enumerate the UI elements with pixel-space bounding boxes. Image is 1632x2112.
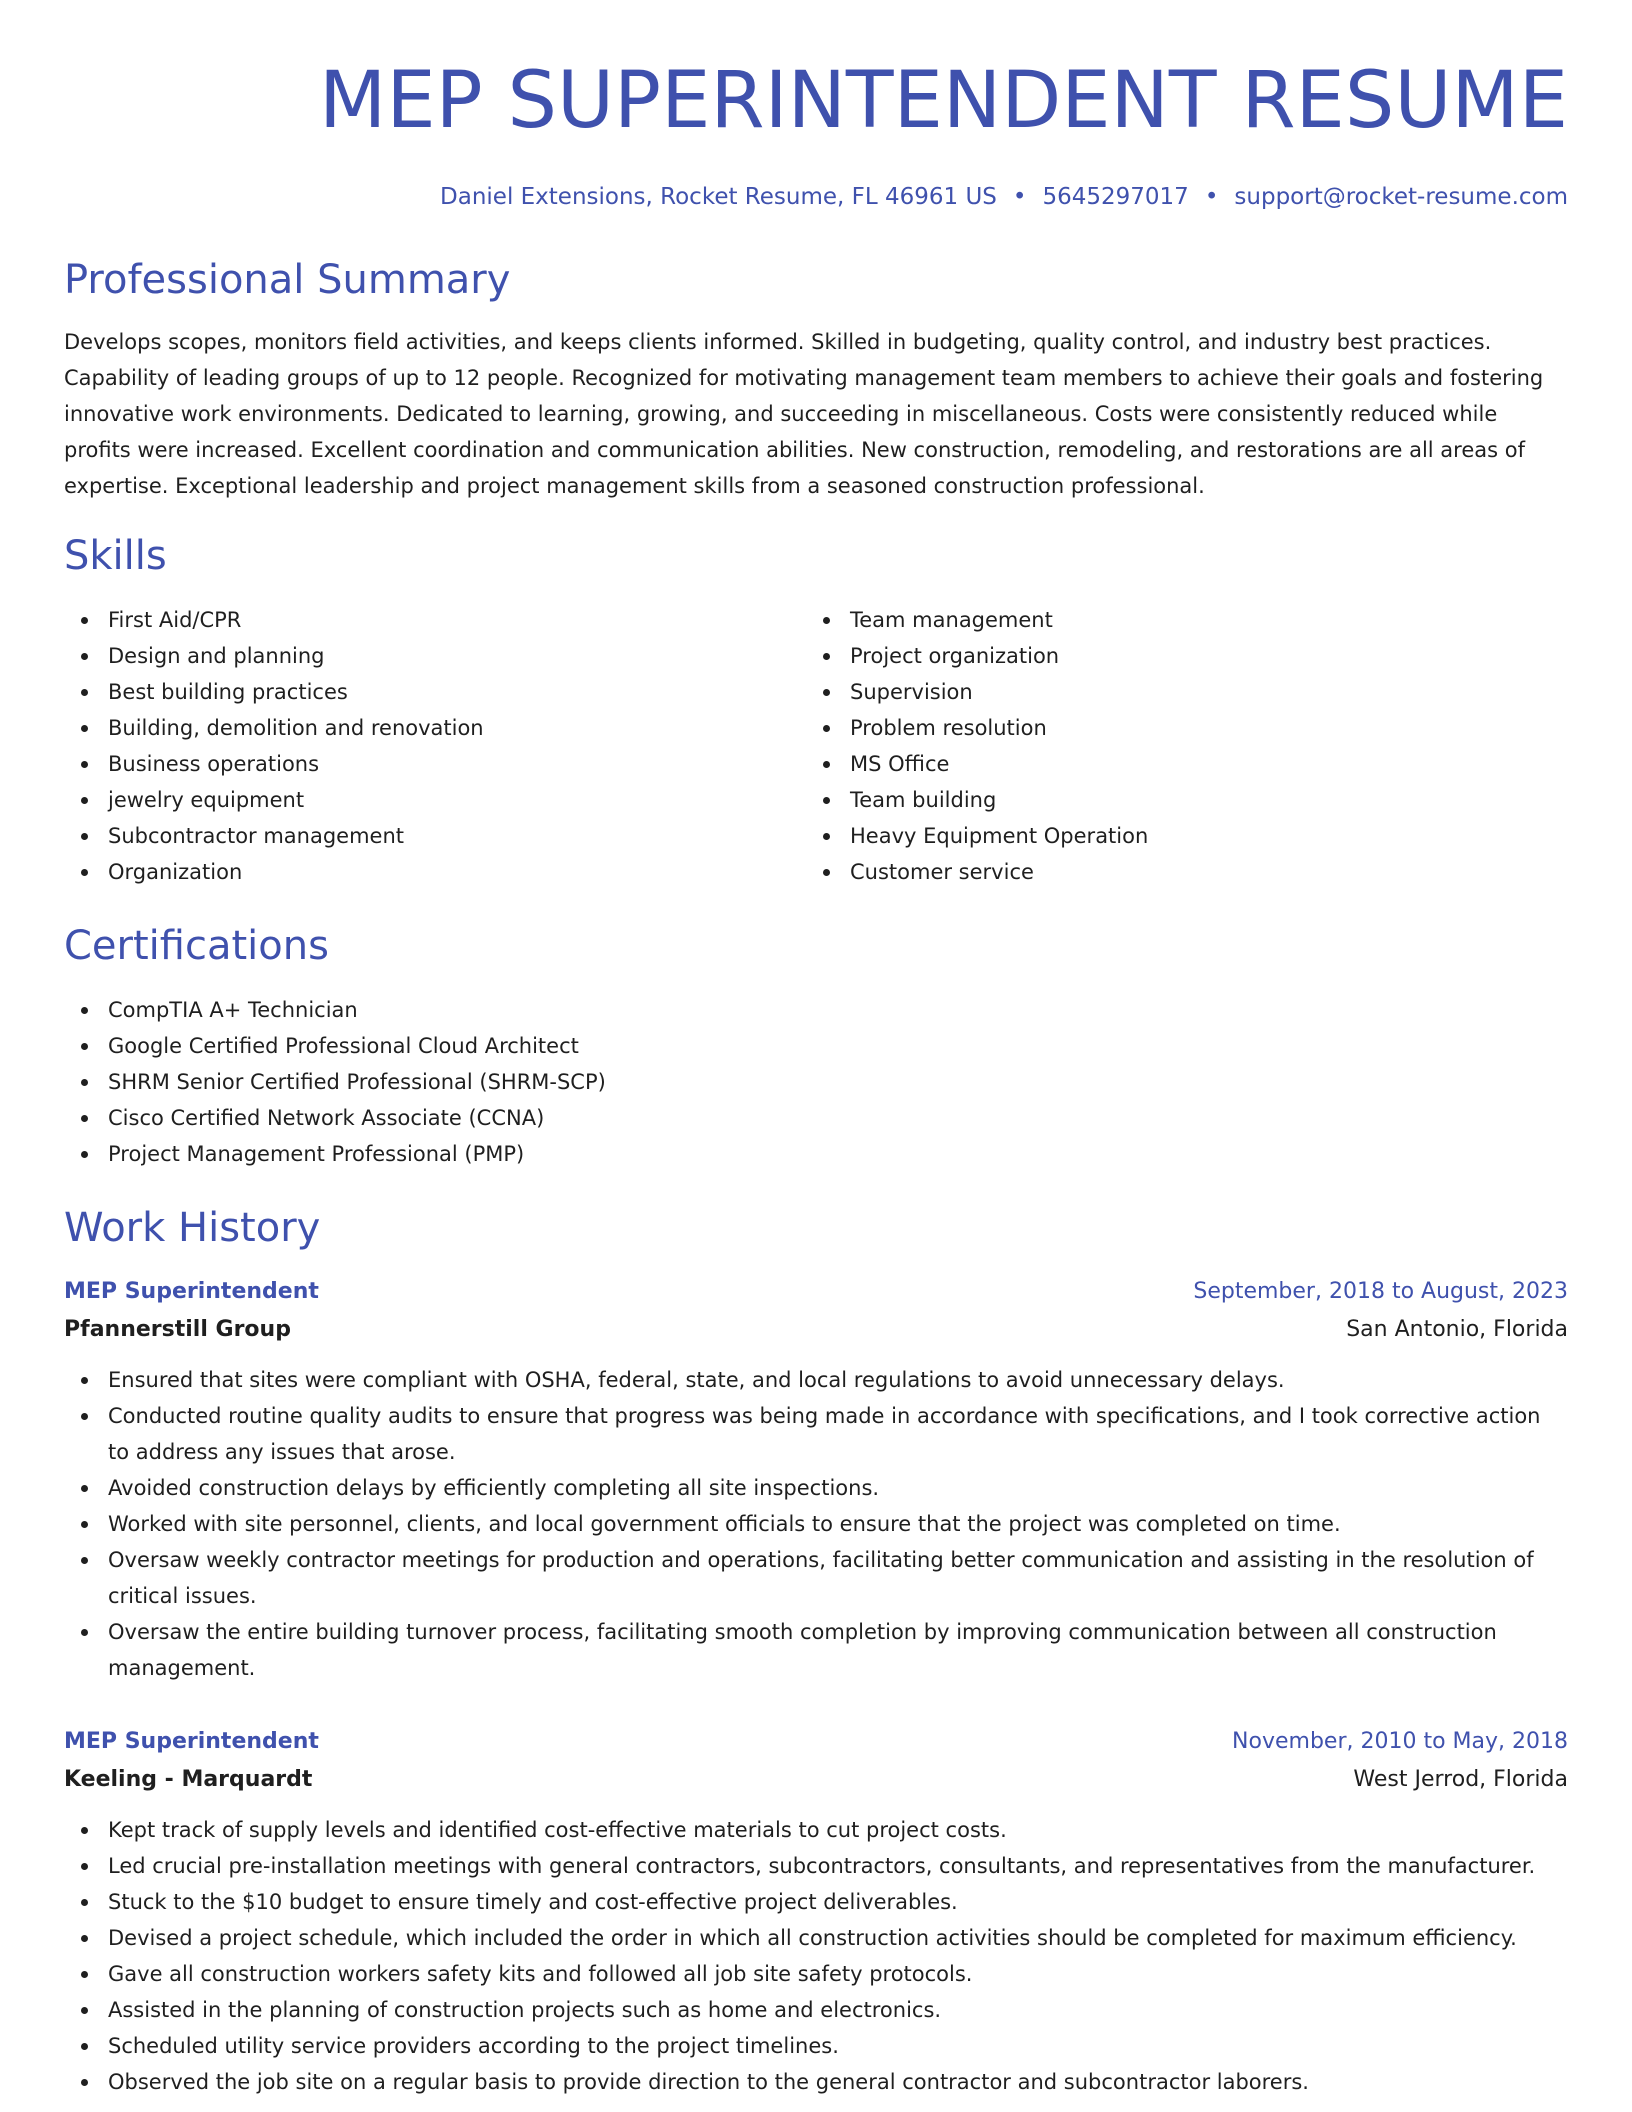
certification-item: CompTIA A+ Technician — [64, 992, 1568, 1028]
job-location: West Jerrod, Florida — [1353, 1766, 1568, 1792]
job-duty-item: Gave all construction workers safety kits and followed all job site safety protocols. — [64, 1956, 1568, 1992]
job-duty-item: Led crucial pre-installation meetings with general contractors, subcontractors, consultants, and representatives from the manufacturer. — [64, 1848, 1568, 1884]
skills-heading: Skills — [64, 532, 167, 579]
skill-item: Supervision — [806, 674, 1548, 710]
skill-item: Building, demolition and renovation — [64, 710, 806, 746]
job-duty-item: Observed the job site on a regular basis to provide direction to the general contractor and subcontractor laborers. — [64, 2064, 1568, 2100]
skill-item: Project organization — [806, 638, 1548, 674]
certification-item: Cisco Certified Network Associate (CCNA) — [64, 1100, 1568, 1136]
summary-heading: Professional Summary — [64, 256, 511, 303]
skill-item: Best building practices — [64, 674, 806, 710]
contact-separator: • — [1204, 184, 1219, 210]
skill-item: Customer service — [806, 854, 1548, 890]
contact-address: Daniel Extensions, Rocket Resume, FL 46961 US — [440, 184, 997, 210]
skill-item: jewelry equipment — [64, 782, 806, 818]
job-dates: November, 2010 to May, 2018 — [1232, 1728, 1568, 1754]
job-dates: September, 2018 to August, 2023 — [1193, 1278, 1568, 1304]
skills-column-right — [806, 602, 1548, 890]
work-history-heading: Work History — [64, 1204, 321, 1251]
contact-separator: • — [1012, 184, 1027, 210]
certifications-list — [64, 992, 1568, 1172]
contact-email: support@rocket-resume.com — [1234, 184, 1568, 210]
job-title: MEP Superintendent — [64, 1728, 319, 1754]
certification-item: Project Management Professional (PMP) — [64, 1136, 1568, 1172]
job-duties-list — [64, 1812, 1568, 2100]
job-title-row — [64, 1724, 1568, 1760]
job-duty-item: Ensured that sites were compliant with OSHA, federal, state, and local regulations to avoid unnecessary delays. — [64, 1362, 1568, 1398]
job-company: Keeling - Marquardt — [64, 1766, 313, 1792]
skills-column-left — [64, 602, 806, 890]
job-duty-item: Oversaw the entire building turnover process, facilitating smooth completion by improving communication between all construction management. — [64, 1614, 1568, 1686]
job-title: MEP Superintendent — [64, 1278, 319, 1304]
skill-item: MS Office — [806, 746, 1548, 782]
skills-grid — [64, 602, 1568, 890]
skill-item: Team building — [806, 782, 1548, 818]
job-title-row — [64, 1274, 1568, 1310]
certification-item: SHRM Senior Certified Professional (SHRM-SCP) — [64, 1064, 1568, 1100]
job-company-row — [64, 1310, 1568, 1350]
resume-title: MEP SUPERINTENDENT RESUME — [319, 56, 1568, 146]
job-duties-list — [64, 1362, 1568, 1686]
job-duty-item: Scheduled utility service providers according to the project timelines. — [64, 2028, 1568, 2064]
job-duty-item: Conducted routine quality audits to ensure that progress was being made in accordance with specifications, and I took corrective action to address any issues that arose. — [64, 1398, 1568, 1470]
certification-item: Google Certified Professional Cloud Architect — [64, 1028, 1568, 1064]
skill-item: Design and planning — [64, 638, 806, 674]
job-entry — [64, 1724, 1568, 2100]
job-duty-item: Devised a project schedule, which included the order in which all construction activities should be completed for maximum efficiency. — [64, 1920, 1568, 1956]
job-duty-item: Kept track of supply levels and identified cost-effective materials to cut project costs. — [64, 1812, 1568, 1848]
skill-item: Organization — [64, 854, 806, 890]
job-company: Pfannerstill Group — [64, 1316, 291, 1342]
skill-item: Subcontractor management — [64, 818, 806, 854]
skill-item: Problem resolution — [806, 710, 1548, 746]
job-duty-item: Oversaw weekly contractor meetings for production and operations, facilitating better communication and assisting in the resolution of critical issues. — [64, 1542, 1568, 1614]
skill-item: Heavy Equipment Operation — [806, 818, 1548, 854]
certifications-heading: Certifications — [64, 922, 329, 969]
skill-item: Team management — [806, 602, 1548, 638]
job-location: San Antonio, Florida — [1346, 1316, 1568, 1342]
summary-text: Develops scopes, monitors field activities, and keeps clients informed. Skilled in budgeting, quality control, and industry best practices. Capability of leading groups of up to 12 people. Recognized for motivating management team members to achieve their goals and fostering innovative work environments. Dedicated to learning, growing, and succeeding in miscellaneous. Costs were consistently reduced while profits were increased. Excellent coordination and communication abilities. New construction, remodeling, and restorations are all areas of expertise. Exceptional leadership and project management skills from a seasoned construction professional. — [64, 329, 1544, 498]
contact-line — [64, 184, 1568, 212]
job-company-row — [64, 1760, 1568, 1800]
contact-phone: 5645297017 — [1042, 184, 1189, 210]
job-duty-item: Assisted in the planning of construction projects such as home and electronics. — [64, 1992, 1568, 2028]
job-duty-item: Avoided construction delays by efficiently completing all site inspections. — [64, 1470, 1568, 1506]
job-duty-item: Stuck to the $10 budget to ensure timely and cost-effective project deliverables. — [64, 1884, 1568, 1920]
resume-page — [64, 0, 1568, 2100]
job-duty-item: Worked with site personnel, clients, and local government officials to ensure that the project was completed on time. — [64, 1506, 1568, 1542]
skill-item: Business operations — [64, 746, 806, 782]
job-entry — [64, 1274, 1568, 1686]
skill-item: First Aid/CPR — [64, 602, 806, 638]
